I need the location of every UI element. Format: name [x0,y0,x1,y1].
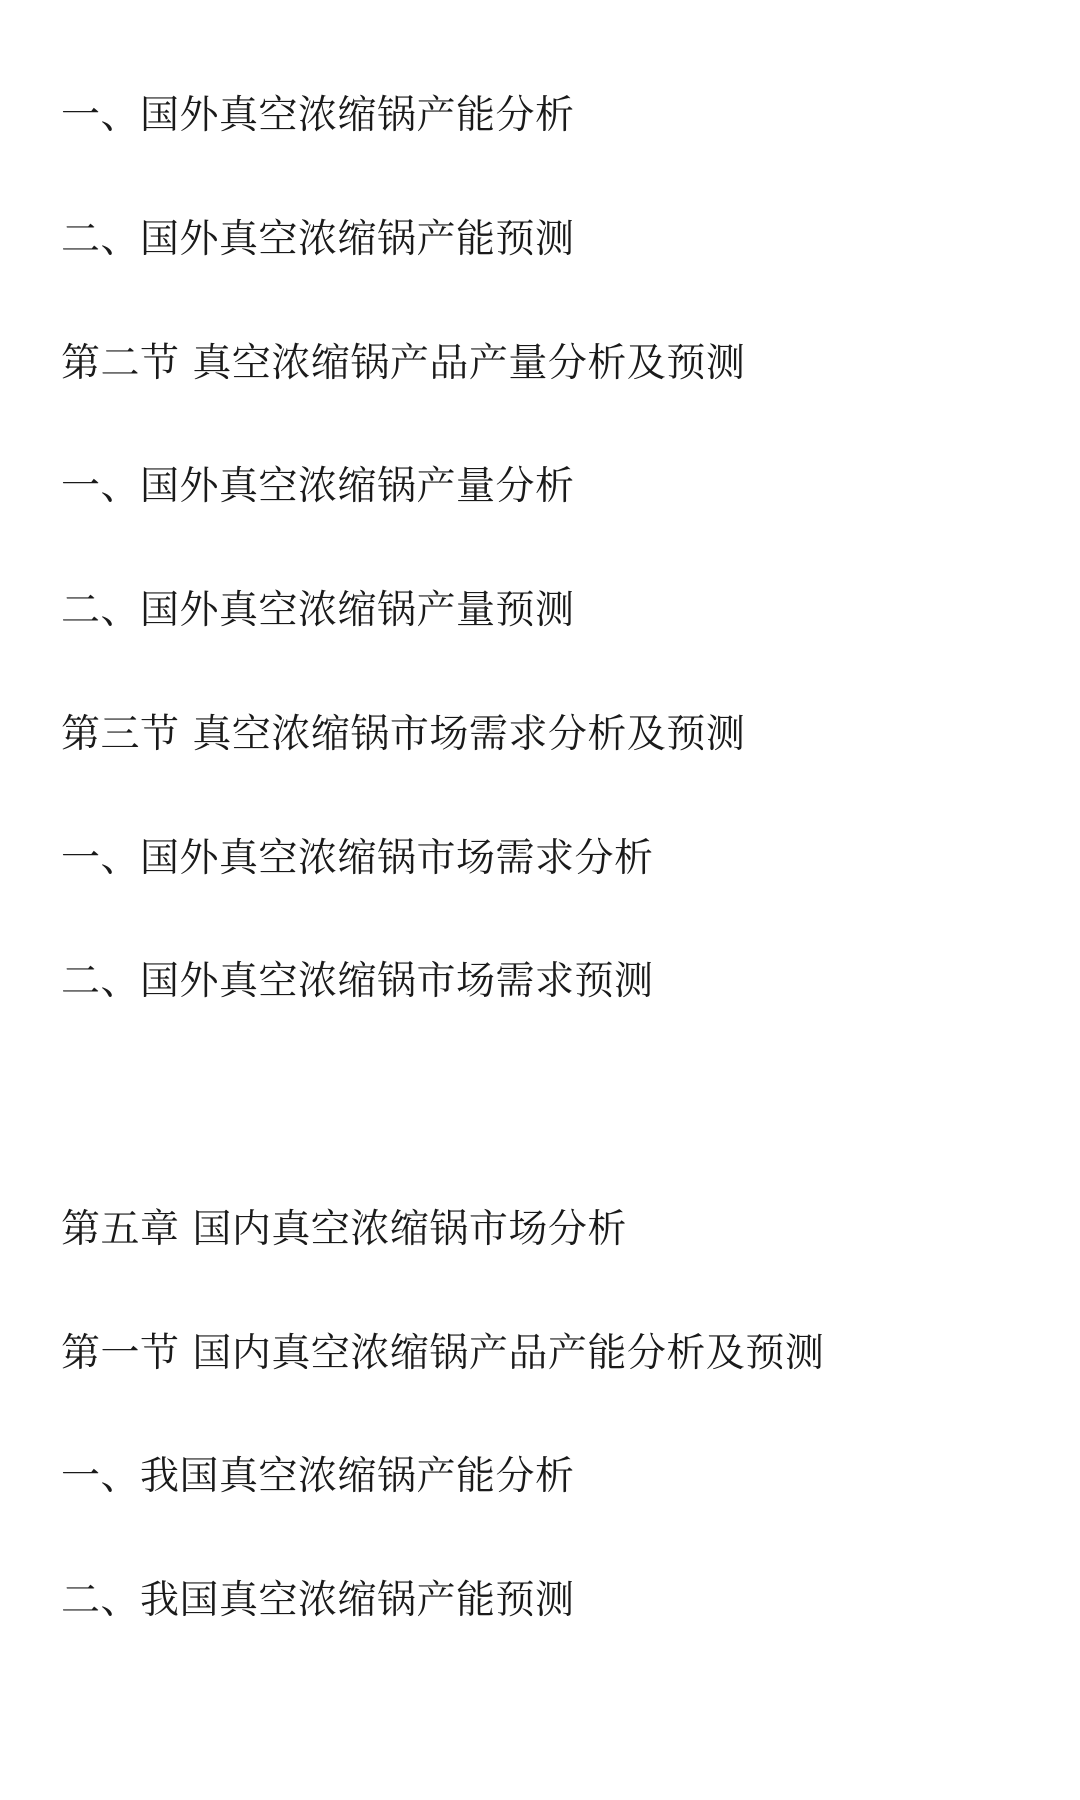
toc-chapter-domestic-market: 第五章 国内真空浓缩锅市场分析 [61,1207,627,1252]
toc-section-domestic-capacity: 第一节 国内真空浓缩锅产品产能分析及预测 [61,1331,825,1376]
toc-item-foreign-output-analysis: 一、国外真空浓缩锅产量分析 [61,464,575,509]
toc-section-output-analysis: 第二节 真空浓缩锅产品产量分析及预测 [61,341,746,386]
toc-section-market-demand: 第三节 真空浓缩锅市场需求分析及预测 [61,712,746,757]
toc-item-domestic-capacity-analysis: 一、我国真空浓缩锅产能分析 [61,1454,575,1499]
toc-item-foreign-capacity-analysis: 一、国外真空浓缩锅产能分析 [61,93,575,138]
toc-item-domestic-capacity-forecast: 二、我国真空浓缩锅产能预测 [61,1578,575,1623]
toc-item-foreign-demand-forecast: 二、国外真空浓缩锅市场需求预测 [61,959,654,1004]
toc-item-foreign-output-forecast: 二、国外真空浓缩锅产量预测 [61,588,575,633]
toc-item-foreign-demand-analysis: 一、国外真空浓缩锅市场需求分析 [61,836,654,881]
toc-item-foreign-capacity-forecast: 二、国外真空浓缩锅产能预测 [61,217,575,262]
